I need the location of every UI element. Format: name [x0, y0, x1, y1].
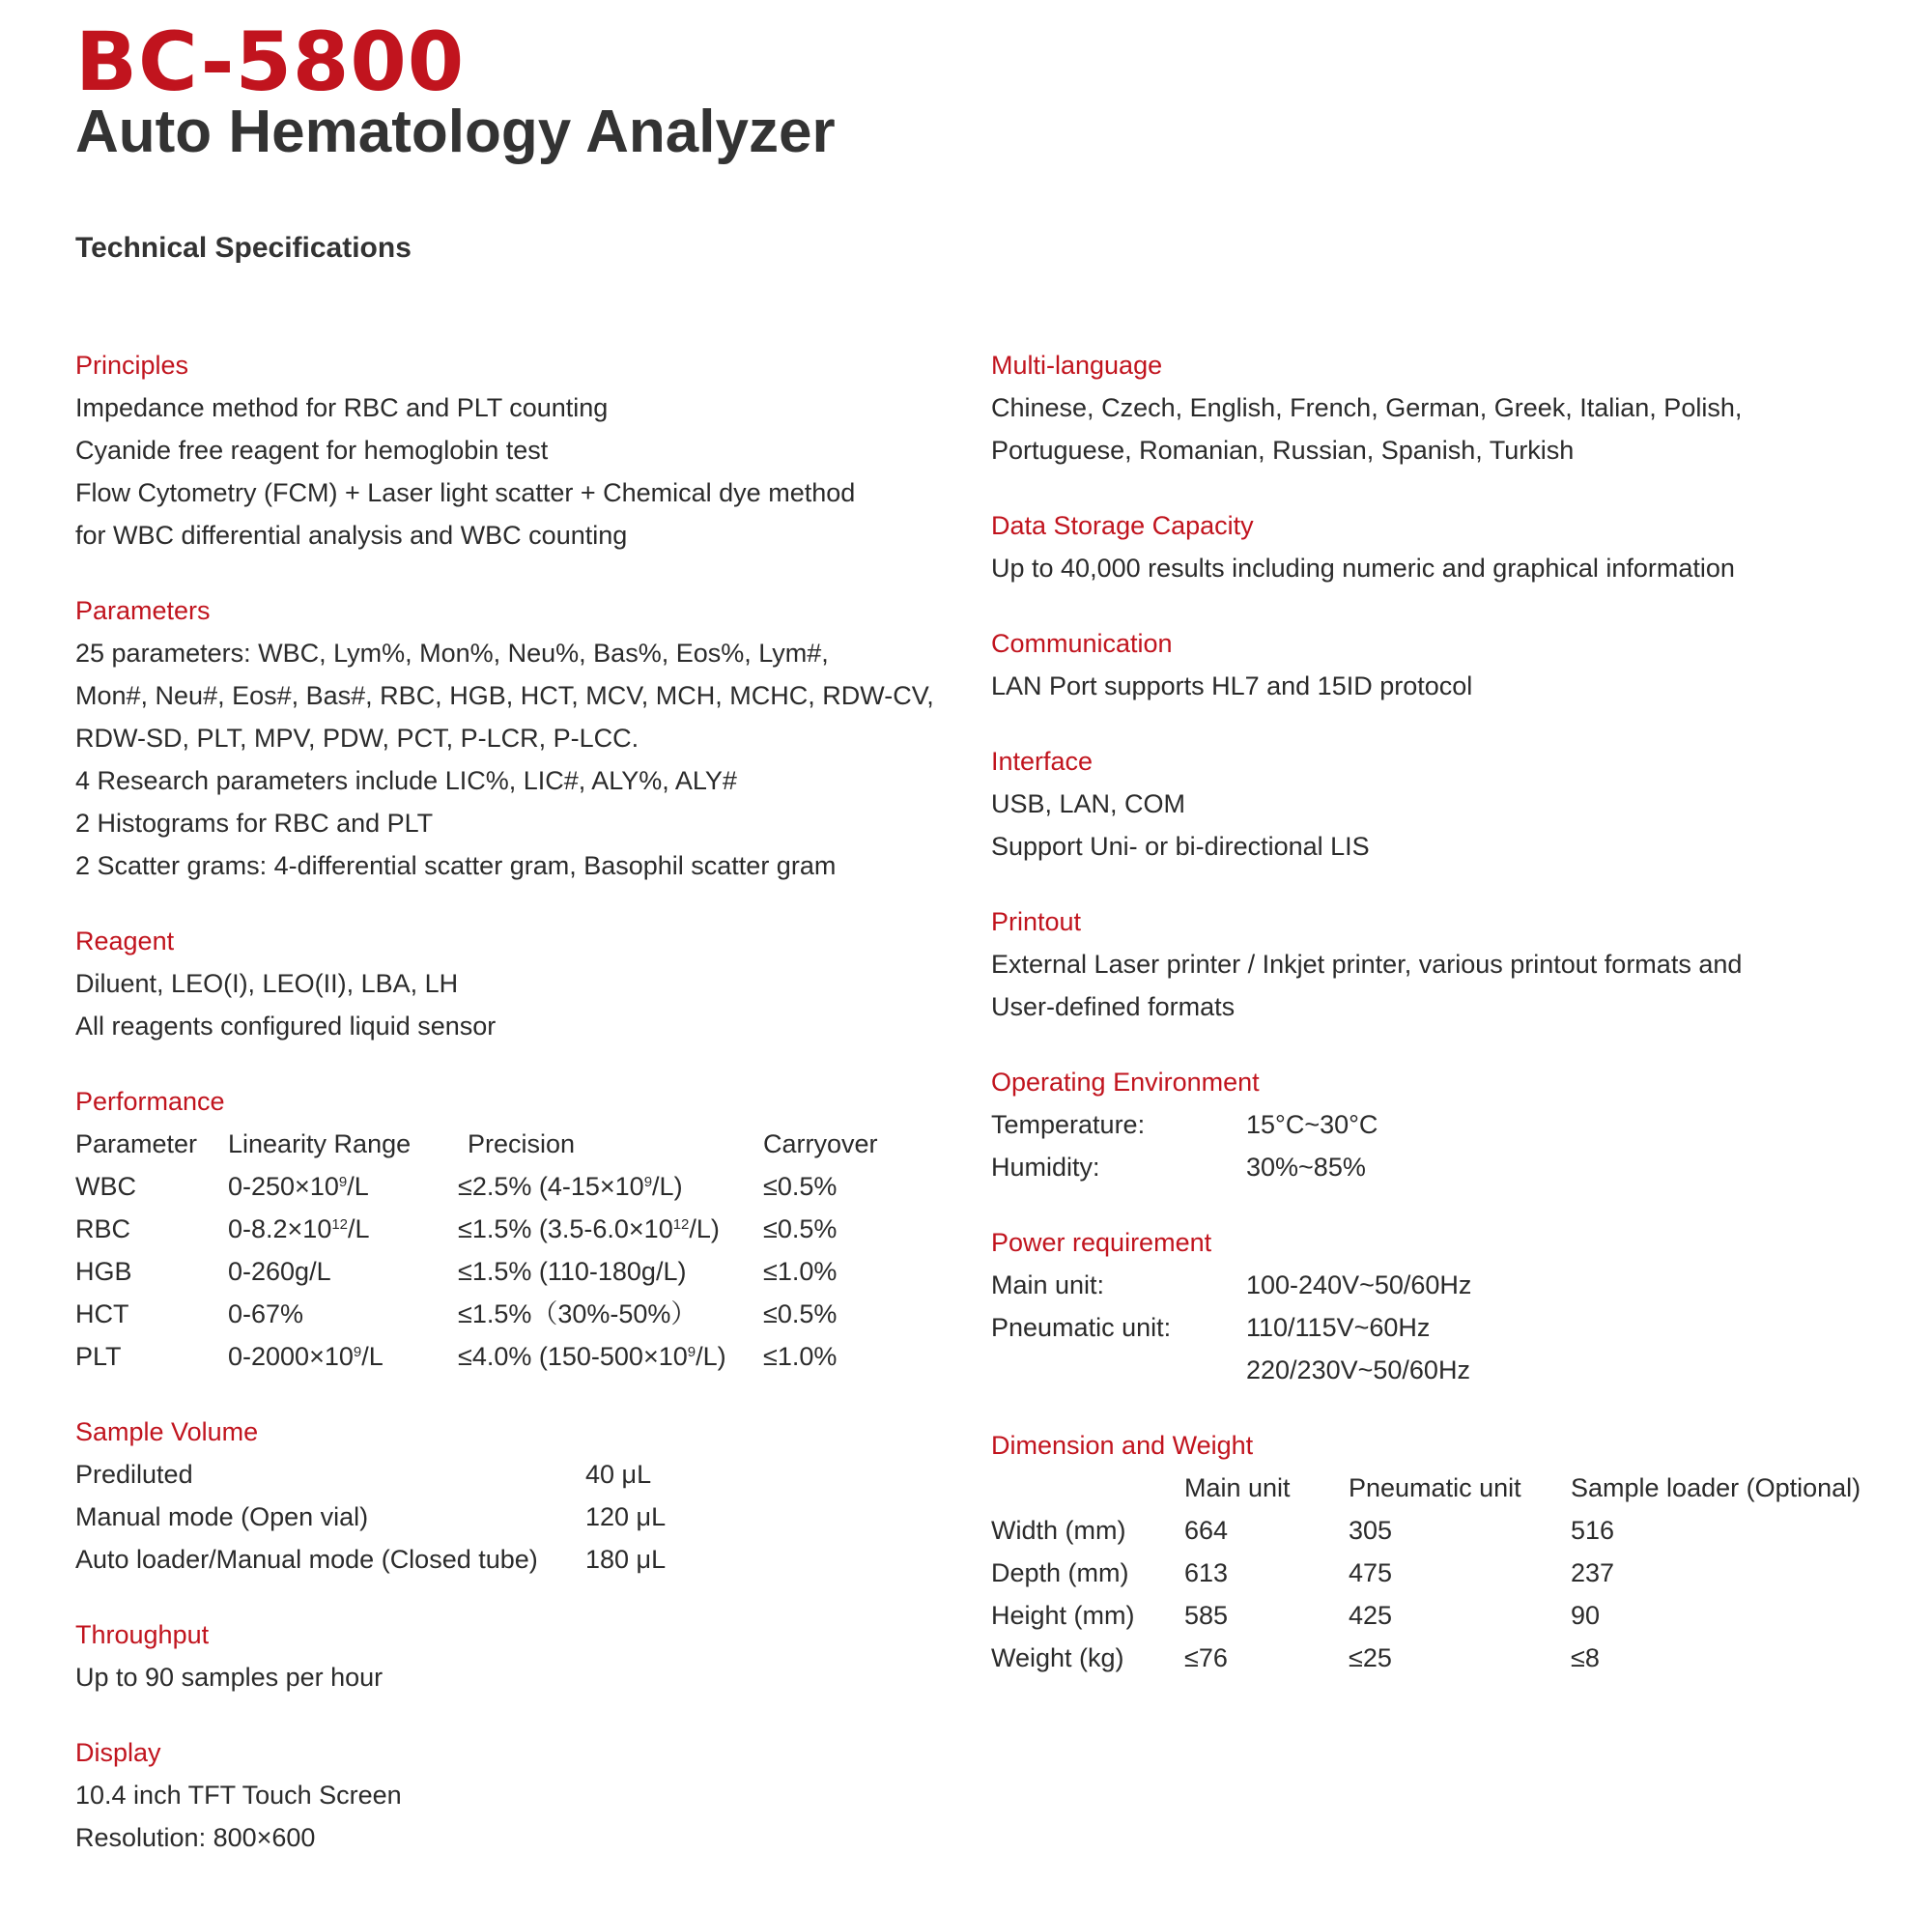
table-cell: Prediluted	[75, 1460, 193, 1489]
table-header-row	[75, 1123, 878, 1165]
table-cell: ≤0.5%	[763, 1214, 838, 1243]
table-cell: 516	[1571, 1516, 1615, 1545]
throughput-section	[75, 1613, 945, 1698]
column-header: Linearity Range	[228, 1129, 412, 1158]
table-cell: Manual mode (Open vial)	[75, 1502, 369, 1531]
table-cell: 110/115V~60Hz	[1246, 1313, 1431, 1342]
table-row	[991, 1146, 1378, 1188]
table-cell: 0-260g/L	[228, 1257, 331, 1286]
sample-volume-section	[75, 1411, 945, 1581]
section-title: Performance	[75, 1087, 225, 1116]
text-line: Up to 40,000 results including numeric and graphical information	[991, 554, 1735, 583]
section-title: Display	[75, 1738, 161, 1767]
table-cell: ≤1.0%	[763, 1342, 838, 1371]
table-cell: HGB	[75, 1257, 132, 1286]
table-row	[75, 1453, 666, 1496]
product-subtitle: Auto Hematology Analyzer	[75, 99, 836, 165]
table-row	[991, 1349, 1471, 1391]
table-row	[991, 1264, 1471, 1306]
text-line: 10.4 inch TFT Touch Screen	[75, 1781, 402, 1810]
text-line: LAN Port supports HL7 and 15ID protocol	[991, 671, 1473, 700]
table-cell: Depth (mm)	[991, 1558, 1129, 1587]
table-cell: ≤1.0%	[763, 1257, 838, 1286]
column-header: Precision	[468, 1129, 576, 1158]
table-cell: 90	[1571, 1601, 1601, 1630]
section-title: Printout	[991, 907, 1082, 936]
table-cell: Height (mm)	[991, 1601, 1135, 1630]
table-cell	[991, 1349, 1246, 1391]
table-cell: Pneumatic unit:	[991, 1313, 1172, 1342]
text-line: Resolution: 800×600	[75, 1823, 316, 1852]
table-cell: ≤0.5%	[763, 1172, 838, 1201]
table-cell: 30%~85%	[1246, 1153, 1366, 1182]
operating-environment-table	[991, 1103, 1378, 1188]
table-cell: 475	[1349, 1558, 1393, 1587]
communication-section	[991, 622, 1918, 707]
table-cell: Humidity:	[991, 1153, 1100, 1182]
table-cell: Temperature:	[991, 1110, 1146, 1139]
text-line: Impedance method for RBC and PLT counting	[75, 393, 609, 422]
parameters-section	[75, 589, 945, 887]
power-requirement-section	[991, 1221, 1918, 1391]
table-row	[75, 1293, 878, 1335]
technical-specifications-heading: Technical Specifications	[75, 232, 412, 264]
section-title: Throughput	[75, 1620, 210, 1649]
table-cell: 0-67%	[228, 1299, 304, 1328]
table-cell: ≤4.0% $(150-500\times 10^9/L)$	[458, 1342, 726, 1371]
reagent-section	[75, 920, 945, 1047]
multi-language-section	[991, 344, 1918, 471]
table-cell: 237	[1571, 1558, 1615, 1587]
performance-section	[75, 1080, 945, 1378]
table-row	[991, 1552, 1861, 1594]
section-title: Parameters	[75, 596, 211, 625]
table-cell: RBC	[75, 1214, 131, 1243]
interface-section	[991, 740, 1918, 868]
text-line: RDW-SD, PLT, MPV, PDW, PCT, P-LCR, P-LCC.	[75, 724, 639, 753]
section-title: Dimension and Weight	[991, 1431, 1254, 1460]
column-header: Sample loader (Optional)	[1571, 1473, 1861, 1502]
table-cell: WBC	[75, 1172, 136, 1201]
text-line: 2 Scatter grams: 4-differential scatter gram, Basophil scatter gram	[75, 851, 837, 880]
text-line: Portuguese, Romanian, Russian, Spanish, Turkish	[991, 436, 1575, 465]
table-cell: 664	[1184, 1516, 1229, 1545]
text-line: All reagents configured liquid sensor	[75, 1012, 497, 1041]
table-cell: ≤1.5%（30%-50%）	[458, 1299, 697, 1328]
column-header: Main unit	[1184, 1473, 1291, 1502]
section-title: Sample Volume	[75, 1417, 259, 1446]
product-model: BC-5800	[75, 14, 466, 109]
text-line: Diluent, LEO(I), LEO(II), LBA, LH	[75, 969, 459, 998]
table-cell: ≤25	[1349, 1643, 1392, 1672]
text-line: Mon#, Neu#, Eos#, Bas#, RBC, HGB, HCT, MCV, MCH, MCHC, RDW-CV,	[75, 681, 934, 710]
text-line: Flow Cytometry (FCM) + Laser light scatter + Chemical dye method	[75, 478, 856, 507]
text-line: Chinese, Czech, English, French, German, Greek, Italian, Polish,	[991, 393, 1743, 422]
table-row	[75, 1208, 878, 1250]
table-cell: 120 μL	[585, 1502, 667, 1531]
power-requirement-table	[991, 1264, 1471, 1391]
text-line: User-defined formats	[991, 992, 1236, 1021]
table-row	[991, 1509, 1861, 1552]
table-header-row	[991, 1467, 1861, 1509]
text-line: 2 Histograms for RBC and PLT	[75, 809, 434, 838]
table-cell: 220/230V~50/60Hz	[1246, 1355, 1470, 1384]
text-line: Cyanide free reagent for hemoglobin test	[75, 436, 549, 465]
text-line: USB, LAN, COM	[991, 789, 1186, 818]
table-row	[75, 1496, 666, 1538]
table-cell: Weight (kg)	[991, 1643, 1124, 1672]
table-cell: Width (mm)	[991, 1516, 1126, 1545]
section-title: Power requirement	[991, 1228, 1212, 1257]
column-header: Pneumatic unit	[1349, 1473, 1521, 1502]
text-line: 4 Research parameters include LIC%, LIC#, ALY%, ALY#	[75, 766, 737, 795]
table-cell: $0-250\times 10^9/L$	[228, 1172, 369, 1201]
section-title: Principles	[75, 351, 189, 380]
table-row	[75, 1538, 666, 1581]
table-cell: Main unit:	[991, 1270, 1105, 1299]
table-cell: Auto loader/Manual mode (Closed tube)	[75, 1545, 538, 1574]
table-cell: ≤8	[1571, 1643, 1600, 1672]
section-title: Reagent	[75, 927, 175, 956]
table-row	[991, 1594, 1861, 1637]
table-cell: PLT	[75, 1342, 122, 1371]
text-line: Up to 90 samples per hour	[75, 1663, 384, 1692]
table-cell: 613	[1184, 1558, 1229, 1587]
text-line: for WBC differential analysis and WBC counting	[75, 521, 628, 550]
dimension-weight-table	[991, 1467, 1861, 1679]
right-column	[991, 344, 1918, 1712]
table-cell: HCT	[75, 1299, 129, 1328]
section-title: Data Storage Capacity	[991, 511, 1254, 540]
table-row	[991, 1637, 1861, 1679]
sample-volume-table	[75, 1453, 666, 1581]
section-title: Operating Environment	[991, 1068, 1260, 1097]
left-column	[75, 344, 945, 1892]
table-cell: 585	[1184, 1601, 1229, 1630]
principles-section	[75, 344, 945, 556]
performance-table	[75, 1123, 878, 1378]
display-section	[75, 1731, 945, 1859]
table-row	[75, 1335, 878, 1378]
column-header	[991, 1467, 1184, 1509]
operating-environment-section	[991, 1061, 1918, 1188]
table-cell: ≤2.5% $(4-15\times 10^9/L)$	[458, 1172, 683, 1201]
table-cell: ≤76	[1184, 1643, 1228, 1672]
table-cell: $0-2000\times 10^9/L$	[228, 1342, 384, 1371]
text-line: External Laser printer / Inkjet printer, various printout formats and	[991, 950, 1743, 979]
table-cell: 100-240V~50/60Hz	[1246, 1270, 1472, 1299]
table-cell: ≤1.5% (110-180g/L)	[458, 1257, 687, 1286]
table-cell: 305	[1349, 1516, 1393, 1545]
table-cell: ≤0.5%	[763, 1299, 838, 1328]
dimension-weight-section	[991, 1424, 1918, 1679]
table-cell: 40 μL	[585, 1460, 652, 1489]
table-cell: 180 μL	[585, 1545, 667, 1574]
printout-section	[991, 900, 1918, 1028]
section-title: Interface	[991, 747, 1094, 776]
section-title: Communication	[991, 629, 1173, 658]
table-cell: $0-8.2\times 10^{12}/L$	[228, 1214, 370, 1243]
table-row	[991, 1103, 1378, 1146]
text-line: Support Uni- or bi-directional LIS	[991, 832, 1370, 861]
data-storage-section	[991, 504, 1918, 589]
section-title: Multi-language	[991, 351, 1163, 380]
table-cell: ≤1.5% $(3.5-6.0\times 10^{12}/L)$	[458, 1214, 720, 1243]
table-row	[75, 1250, 878, 1293]
text-line: 25 parameters: WBC, Lym%, Mon%, Neu%, Bas%, Eos%, Lym#,	[75, 639, 829, 668]
table-cell: 425	[1349, 1601, 1393, 1630]
table-row	[991, 1306, 1471, 1349]
column-header: Carryover	[763, 1129, 878, 1158]
column-header: Parameter	[75, 1129, 198, 1158]
table-row	[75, 1165, 878, 1208]
table-cell: 15°C~30°C	[1246, 1110, 1378, 1139]
